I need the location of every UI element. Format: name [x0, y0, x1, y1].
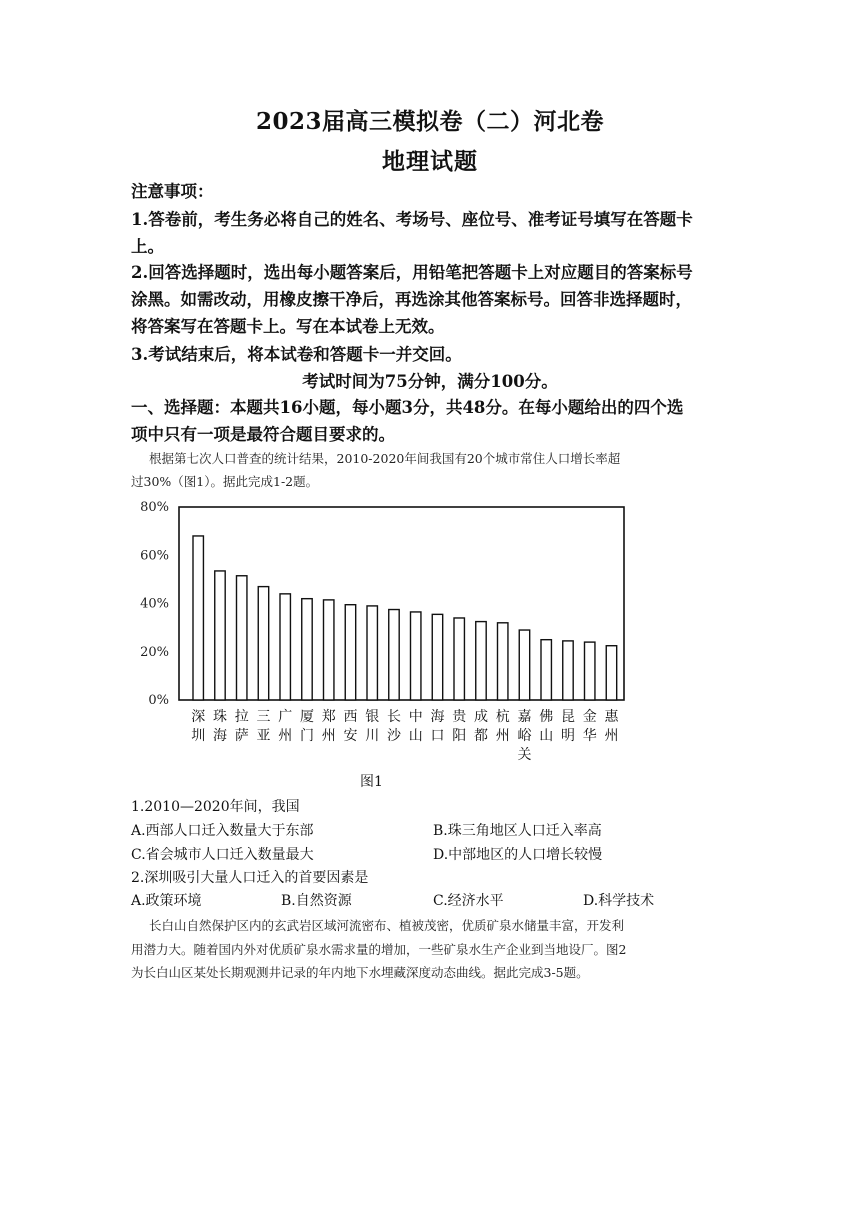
- exam-info: 考试时间为75分钟，满分100分。: [302, 372, 558, 391]
- section-heading: 项中只有一项是最符合题目要求的。: [131, 425, 395, 444]
- bar: [519, 630, 529, 700]
- intro-line: 根据第七次人口普查的统计结果，2010-2020年间我国有20个城市常住人口增长率超: [149, 451, 621, 466]
- question-option: D.中部地区的人口增长较慢: [433, 847, 603, 863]
- bar: [454, 618, 464, 700]
- growth-rate-bar-chart: [140, 495, 640, 770]
- notice-line: 涂黑。如需改动，用橡皮擦干净后，再选涂其他答案标号。回答非选择题时，: [131, 290, 692, 309]
- bar: [258, 587, 268, 700]
- bar: [432, 614, 442, 700]
- bar: [541, 640, 551, 700]
- notice-line: 上。: [131, 237, 164, 256]
- notice-line: 3.考试结束后，将本试卷和答题卡一并交回。: [131, 345, 462, 364]
- notice-line: 1.答卷前，考生务必将自己的姓名、考场号、座位号、准考证号填写在答题卡: [131, 210, 693, 229]
- x-tick-label: 海口: [430, 709, 445, 744]
- x-tick-label: 中山: [408, 709, 423, 744]
- bar: [585, 642, 595, 700]
- bar: [237, 576, 247, 700]
- question-stem: 1.2010—2020年间，我国: [131, 799, 300, 815]
- bar: [389, 610, 399, 700]
- x-tick-label: 拉萨: [234, 709, 249, 744]
- x-tick-label: 西安: [343, 709, 358, 744]
- x-tick-label: 长沙: [386, 709, 401, 744]
- bar: [606, 646, 616, 700]
- bar: [345, 605, 355, 700]
- bar: [411, 612, 421, 700]
- x-tick-label: 佛山: [539, 709, 554, 744]
- passage-line: 长白山自然保护区内的玄武岩区域河流密布、植被茂密，优质矿泉水储量丰富，开发利: [149, 918, 625, 933]
- bar: [324, 600, 334, 700]
- question-option: C.经济水平: [433, 893, 504, 909]
- intro-line: 过30%（图1）。据此完成1-2题。: [131, 474, 319, 489]
- question-option: B.自然资源: [281, 893, 352, 909]
- exam-subtitle: 地理试题: [382, 148, 478, 175]
- x-tick-label: 银川: [365, 709, 380, 744]
- x-tick-label: 惠州: [604, 709, 619, 744]
- question-stem: 2.深圳吸引大量人口迁入的首要因素是: [131, 870, 369, 886]
- bar: [215, 571, 225, 700]
- section-heading: 一、选择题：本题共16小题，每小题3分，共48分。在每小题给出的四个选: [131, 398, 684, 417]
- y-tick-label: 0%: [148, 693, 169, 708]
- bar: [193, 536, 203, 700]
- x-tick-label: 贵阳: [452, 709, 467, 744]
- x-tick-label: 珠海: [212, 709, 227, 744]
- notice-line: 2.回答选择题时，选出每小题答案后，用铅笔把答题卡上对应题目的答案标号: [131, 263, 693, 282]
- question-option: A.西部人口迁入数量大于东部: [131, 823, 314, 839]
- x-tick-label: 三亚: [256, 709, 271, 744]
- question-option: A.政策环境: [131, 893, 202, 909]
- y-tick-label: 60%: [140, 548, 169, 564]
- bar: [302, 599, 312, 700]
- y-tick-label: 80%: [140, 500, 169, 515]
- y-tick-label: 40%: [140, 596, 169, 612]
- bar: [476, 622, 486, 700]
- question-option: C.省会城市人口迁入数量最大: [131, 847, 314, 863]
- bar: [563, 641, 573, 700]
- x-tick-label: 成都: [473, 709, 488, 744]
- exam-title: 2023届高三模拟卷（二）河北卷: [255, 108, 604, 135]
- x-tick-label: 金华: [582, 709, 597, 744]
- y-tick-label: 20%: [140, 644, 169, 660]
- x-tick-label: 杭州: [495, 709, 510, 744]
- x-tick-label: 厦门: [299, 709, 314, 744]
- x-tick-label: 广州: [278, 709, 293, 744]
- x-tick-label: 嘉峪关: [517, 709, 532, 763]
- bar: [498, 623, 508, 700]
- figure-caption: 图1: [360, 774, 383, 790]
- bar: [280, 594, 290, 700]
- x-tick-label: 深圳: [191, 709, 206, 744]
- notice-heading: 注意事项：: [131, 182, 214, 201]
- passage-line: 为长白山区某处长期观测井记录的年内地下水埋藏深度动态曲线。据此完成3-5题。: [131, 965, 589, 980]
- question-option: B.珠三角地区人口迁入率高: [433, 823, 602, 839]
- x-tick-label: 郑州: [321, 709, 336, 744]
- x-tick-label: 昆明: [560, 709, 575, 744]
- question-option: D.科学技术: [583, 893, 655, 909]
- notice-line: 将答案写在答题卡上。写在本试卷上无效。: [131, 317, 445, 336]
- bar: [367, 606, 377, 700]
- passage-line: 用潜力大。随着国内外对优质矿泉水需求量的增加，一些矿泉水生产企业到当地设厂。图2: [131, 942, 627, 957]
